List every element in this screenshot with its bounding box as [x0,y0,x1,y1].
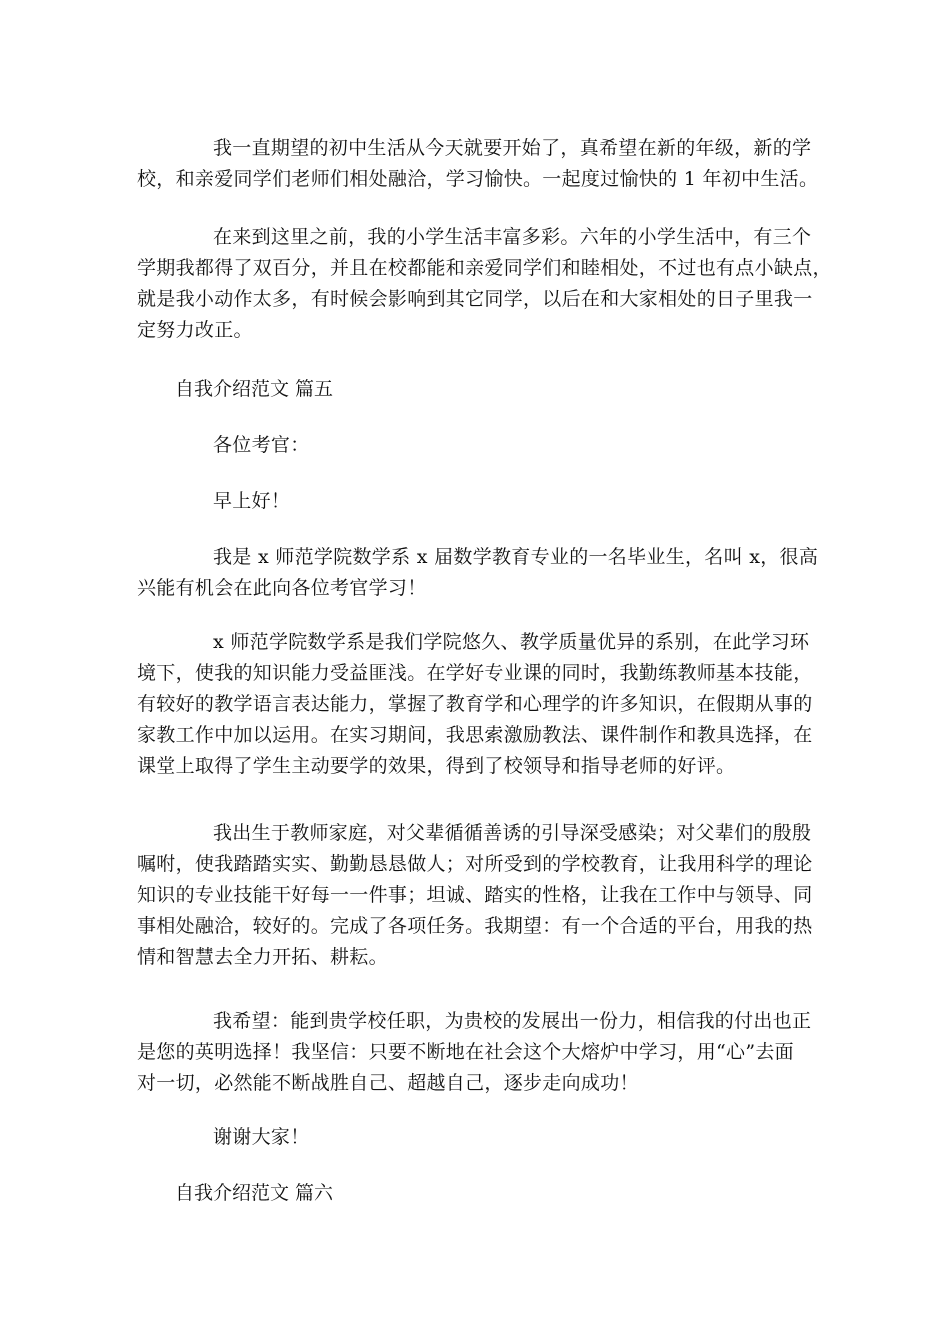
text-line: 是您的英明选择！我坚信：只要不断地在社会这个大熔炉中学习，用“心”去面 [137,1041,794,1063]
text-line: 在来到这里之前，我的小学生活丰富多彩。六年的小学生活中，有三个 [213,226,812,248]
text-line: 嘱咐，使我踏踏实实、勤勤恳恳做人；对所受到的学校教育，让我用科学的理论 [137,853,813,875]
paragraph [137,818,811,973]
text-line: 我是 x 师范学院数学系 x 届数学教育专业的一名毕业生，名叫 x，很高 [213,546,819,568]
text-line: 我一直期望的初中生活从今天就要开始了，真希望在新的年级，新的学 [213,137,812,159]
section-heading: 自我介绍范文 篇五 [175,378,334,400]
text-line: 境下，使我的知识能力受益匪浅。在学好专业课的同时，我勤练教师基本技能， [137,662,813,684]
text-line: 对一切，必然能不断战胜自己、超越自己，逐步走向成功！ [137,1072,639,1094]
text-line: 校，和亲爱同学们老师们相处融洽，学习愉快。一起度过愉快的 1 年初中生活。 [137,168,819,190]
text-line: 我希望：能到贵学校任职，为贵校的发展出一份力，相信我的付出也正 [213,1010,812,1032]
text-line: 就是我小动作太多，有时候会影响到其它同学，以后在和大家相处的日子里我一 [137,288,813,310]
text-line: 家教工作中加以运用。在实习期间，我思索激励教法、课件制作和教具选择，在 [137,724,813,746]
text-line: 谢谢大家！ [213,1126,310,1148]
paragraph [137,542,819,604]
text-line: 学期我都得了双百分，并且在校都能和亲爱同学们和睦相处，不过也有点小缺点， [137,257,832,279]
text-line: 情和智慧去全力开拓、耕耘。 [137,946,388,968]
text-line: 事相处融洽，较好的。完成了各项任务。我期望：有一个合适的平台，用我的热 [137,915,813,937]
section-heading: 自我介绍范文 篇六 [175,1182,334,1204]
paragraph [137,627,811,782]
paragraph [137,222,832,346]
text-line: 早上好！ [213,490,291,512]
greeting [137,486,811,517]
text-line: 知识的专业技能干好每一一件事；坦诚、踏实的性格，让我在工作中与领导、同 [137,884,813,906]
text-line: 我出生于教师家庭，对父辈循循善诱的引导深受感染；对父辈们的殷殷 [213,822,812,844]
closing [137,1122,811,1153]
text-line: 定努力改正。 [137,319,253,341]
text-line: 有较好的教学语言表达能力，掌握了教育学和心理学的许多知识，在假期从事的 [137,693,813,715]
paragraph [137,133,819,195]
text-line: 各位考官： [213,434,310,456]
text-line: 兴能有机会在此向各位考官学习！ [137,577,427,599]
paragraph [137,1006,811,1099]
text-line: 课堂上取得了学生主动要学的效果，得到了校领导和指导老师的好评。 [137,755,736,777]
text-line: x 师范学院数学系是我们学院悠久、教学质量优异的系别，在此学习环 [213,631,810,653]
salutation [137,430,811,461]
